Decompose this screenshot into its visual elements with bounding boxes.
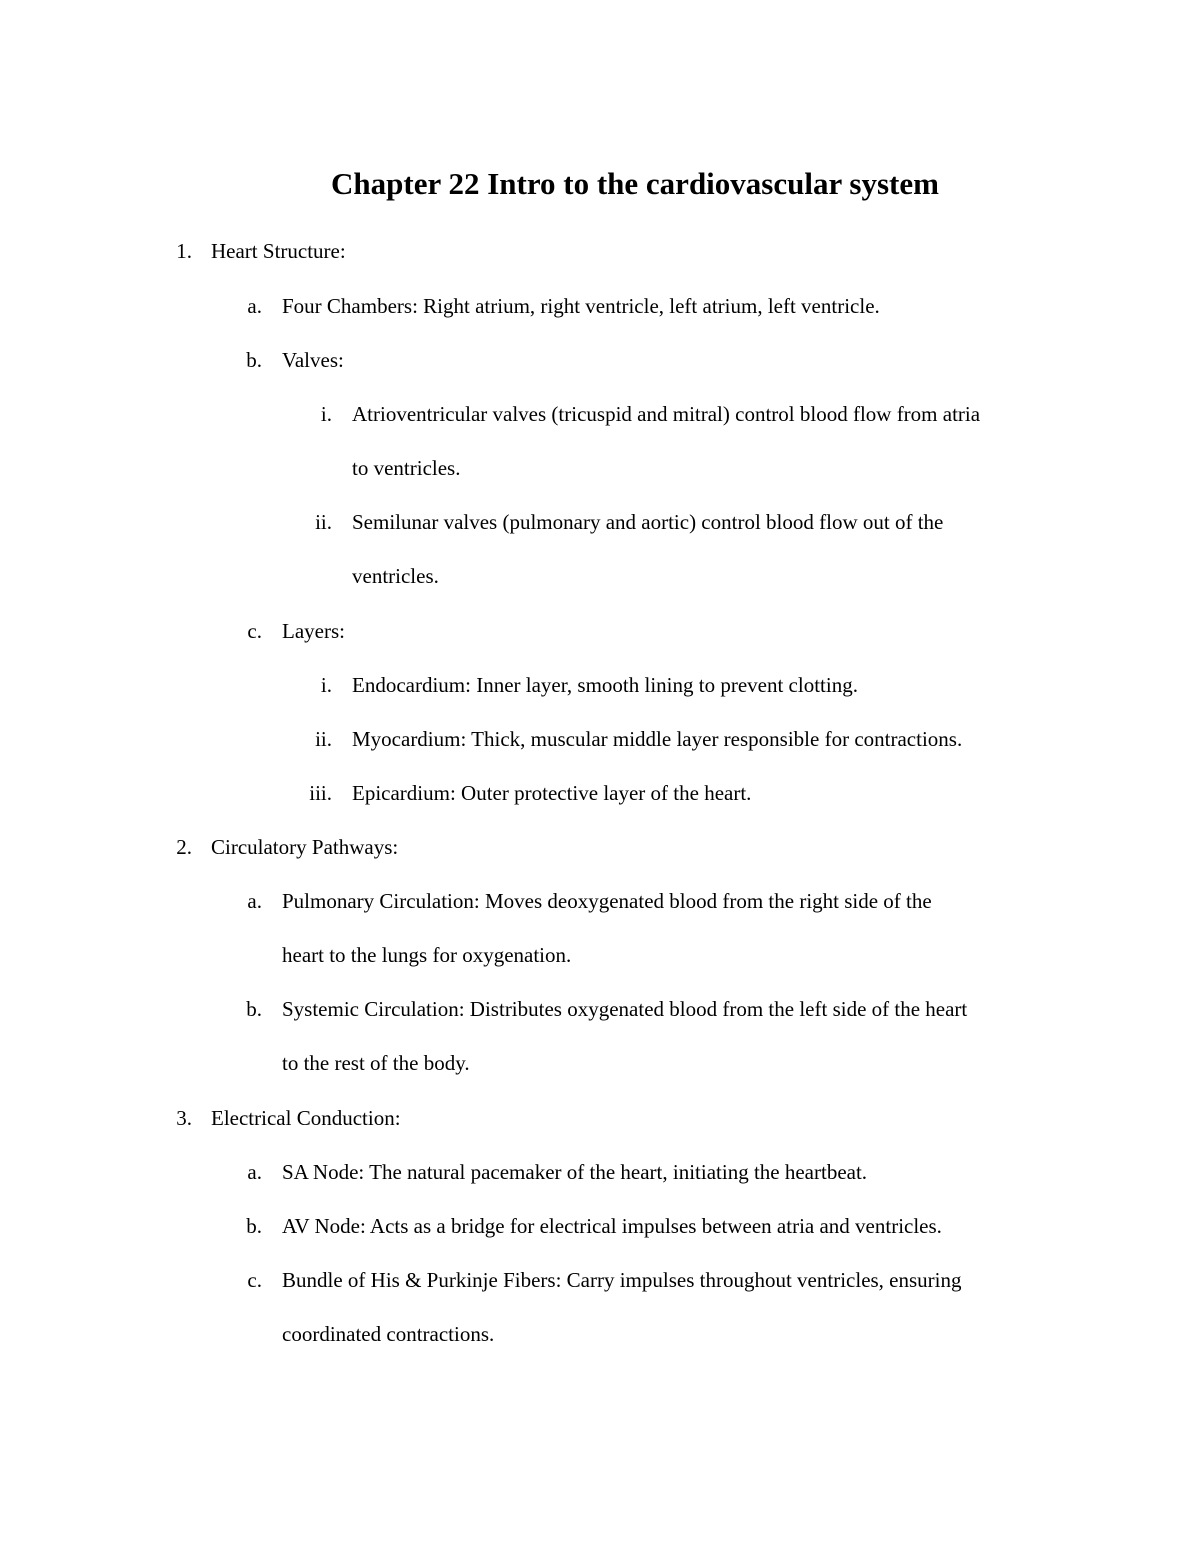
item-systemic-line-2: to the rest of the body. xyxy=(282,1051,470,1075)
item-letter: b. xyxy=(246,348,262,372)
subitem-numeral: i. xyxy=(320,402,332,426)
subitem-numeral: ii. xyxy=(315,510,332,534)
item-letter: a. xyxy=(247,889,262,913)
item-four-chambers: Four Chambers: Right atrium, right ventricle, left atrium, left ventricle. xyxy=(282,294,880,318)
item-letter: c. xyxy=(247,619,262,643)
item-systemic-line-1: Systemic Circulation: Distributes oxygenated blood from the left side of the heart xyxy=(282,997,968,1021)
item-bundle-of-his-line-2: coordinated contractions. xyxy=(282,1322,495,1346)
subitem-numeral: ii. xyxy=(315,727,332,751)
page-title: Chapter 22 Intro to the cardiovascular system xyxy=(331,166,939,201)
subitem-semilunar-line-2: ventricles. xyxy=(352,564,439,588)
subitem-semilunar-line-1: Semilunar valves (pulmonary and aortic) control blood flow out of the xyxy=(352,510,944,534)
section-number: 3. xyxy=(176,1106,192,1130)
subitem-epicardium: Epicardium: Outer protective layer of the heart. xyxy=(352,781,752,805)
subitem-endocardium: Endocardium: Inner layer, smooth lining to prevent clotting. xyxy=(352,673,858,697)
section-heading-heart-structure: Heart Structure: xyxy=(211,239,346,263)
item-av-node: AV Node: Acts as a bridge for electrical impulses between atria and ventricles. xyxy=(282,1214,942,1238)
section-number: 2. xyxy=(176,835,192,859)
section-heading-electrical-conduction: Electrical Conduction: xyxy=(211,1106,401,1130)
item-letter: b. xyxy=(246,1214,262,1238)
section-heading-circulatory-pathways: Circulatory Pathways: xyxy=(211,835,399,859)
section-number: 1. xyxy=(176,239,192,263)
item-pulmonary-line-2: heart to the lungs for oxygenation. xyxy=(282,943,572,967)
subitem-atrioventricular-line-2: to ventricles. xyxy=(352,456,461,480)
item-layers: Layers: xyxy=(282,619,345,643)
subitem-numeral: i. xyxy=(320,673,332,697)
item-letter: a. xyxy=(247,1160,262,1184)
item-valves: Valves: xyxy=(282,348,344,372)
subitem-myocardium: Myocardium: Thick, muscular middle layer responsible for contractions. xyxy=(352,727,963,751)
item-letter: c. xyxy=(247,1268,262,1292)
subitem-atrioventricular-line-1: Atrioventricular valves (tricuspid and mitral) control blood flow from atria xyxy=(352,402,981,426)
item-letter: b. xyxy=(246,997,262,1021)
item-bundle-of-his-line-1: Bundle of His & Purkinje Fibers: Carry impulses throughout ventricles, ensuring xyxy=(282,1268,962,1292)
item-sa-node: SA Node: The natural pacemaker of the heart, initiating the heartbeat. xyxy=(282,1160,868,1184)
subitem-numeral: iii. xyxy=(309,781,332,805)
item-pulmonary-line-1: Pulmonary Circulation: Moves deoxygenated blood from the right side of the xyxy=(282,889,932,913)
item-letter: a. xyxy=(247,294,262,318)
